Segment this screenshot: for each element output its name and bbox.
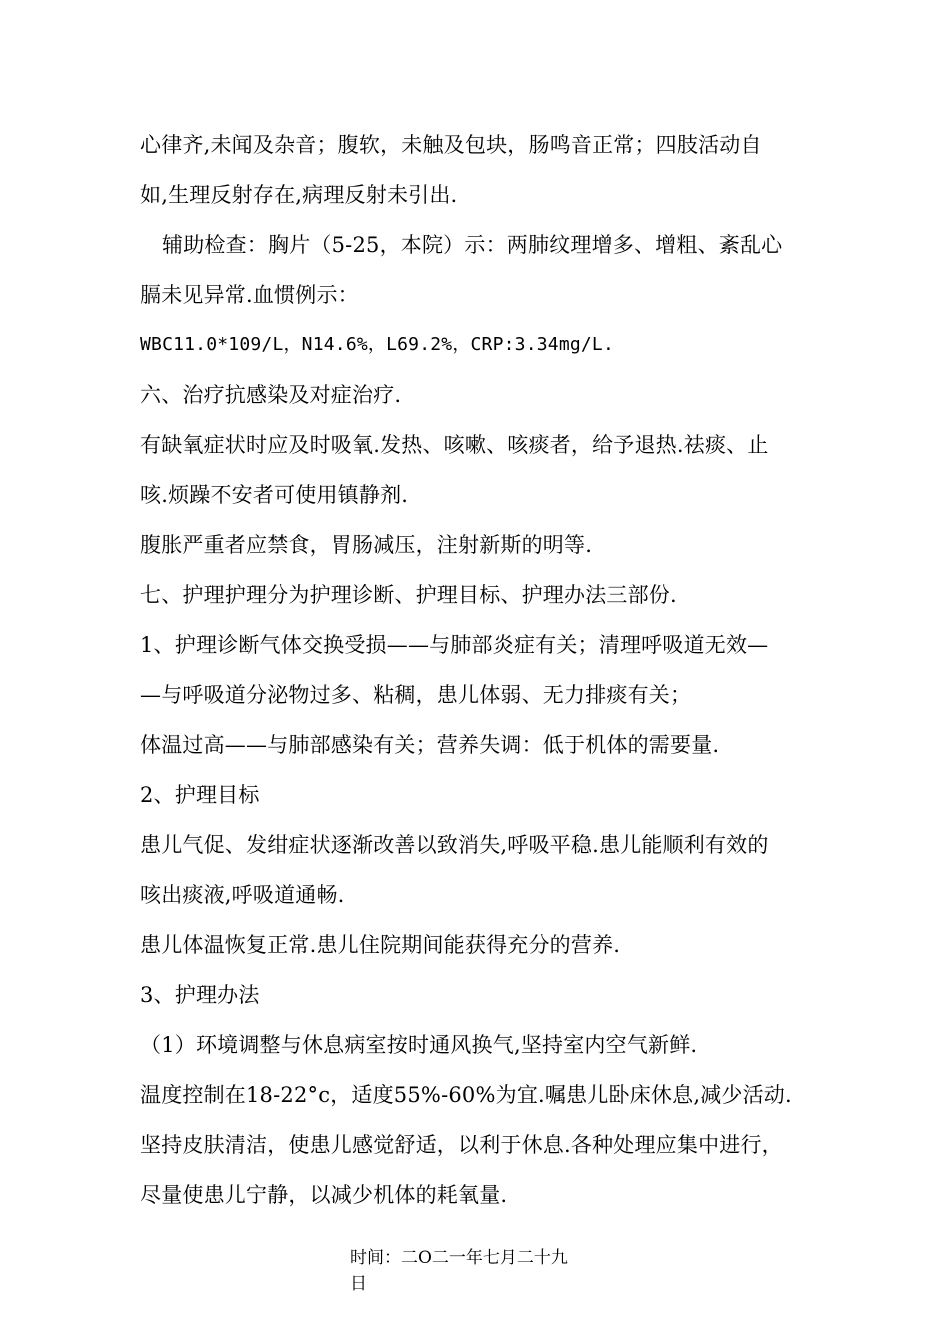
text-line: —与呼吸道分泌物过多、粘稠，患儿体弱、无力排痰有关； [140, 683, 692, 707]
text-line: 坚持皮肤清洁，使患儿感觉舒适，以利于休息.各种处理应集中进行， [140, 1133, 783, 1157]
section-heading: 七、护理护理分为护理诊断、护理目标、护理办法三部份. [140, 583, 677, 607]
text-line: 膈未见异常.血惯例示： [140, 283, 359, 307]
text-line: 患儿体温恢复正常.患儿住院期间能获得充分的营养. [140, 933, 621, 957]
text-line: 体温过高——与肺部感染有关；营养失调：低于机体的需要量. [140, 733, 720, 757]
text-line: 辅助检查：胸片（5-25，本院）示：两肺纹理增多、增粗、紊乱心 [162, 233, 783, 257]
text-line: 心律齐,未闻及杂音；腹软，未触及包块，肠鸣音正常；四肢活动自 [140, 133, 762, 157]
footer-date-line: 日 [350, 1274, 367, 1294]
text-line: 尽量使患儿宁静，以减少机体的耗氧量. [140, 1183, 508, 1207]
text-line: 如,生理反射存在,病理反射未引出. [140, 183, 458, 207]
text-line: 温度控制在18-22°c，适度55%-60%为宜.嘱患儿卧床休息,减少活动. [140, 1083, 792, 1107]
section-heading: 六、治疗抗感染及对症治疗. [140, 383, 402, 407]
text-line: 有缺氧症状时应及时吸氧.发热、咳嗽、咳痰者，给予退热.祛痰、止 [140, 433, 769, 457]
footer-date [350, 1245, 630, 1297]
lab-results-line: WBC11.0*109/L，N14.6%，L69.2%，CRP:3.34mg/L. [140, 334, 615, 355]
footer-date-line: 时间：二O二一年七月二十九 [350, 1248, 568, 1268]
text-line: 咳出痰液,呼吸道通畅. [140, 883, 345, 907]
subsection-heading: 2、护理目标 [140, 783, 260, 807]
text-line: 1、护理诊断气体交换受损——与肺部炎症有关；清理呼吸道无效— [140, 633, 769, 657]
text-line: 患儿气促、发绀症状逐渐改善以致消失,呼吸平稳.患儿能顺利有效的 [140, 833, 769, 857]
text-line: 咳.烦躁不安者可使用镇静剂. [140, 483, 409, 507]
text-line: （1）环境调整与休息病室按时通风换气,坚持室内空气新鲜. [140, 1033, 698, 1057]
text-line: 腹胀严重者应禁食，胃肠减压，注射新斯的明等. [140, 533, 593, 557]
document-body [140, 120, 820, 1220]
subsection-heading: 3、护理办法 [140, 983, 260, 1007]
